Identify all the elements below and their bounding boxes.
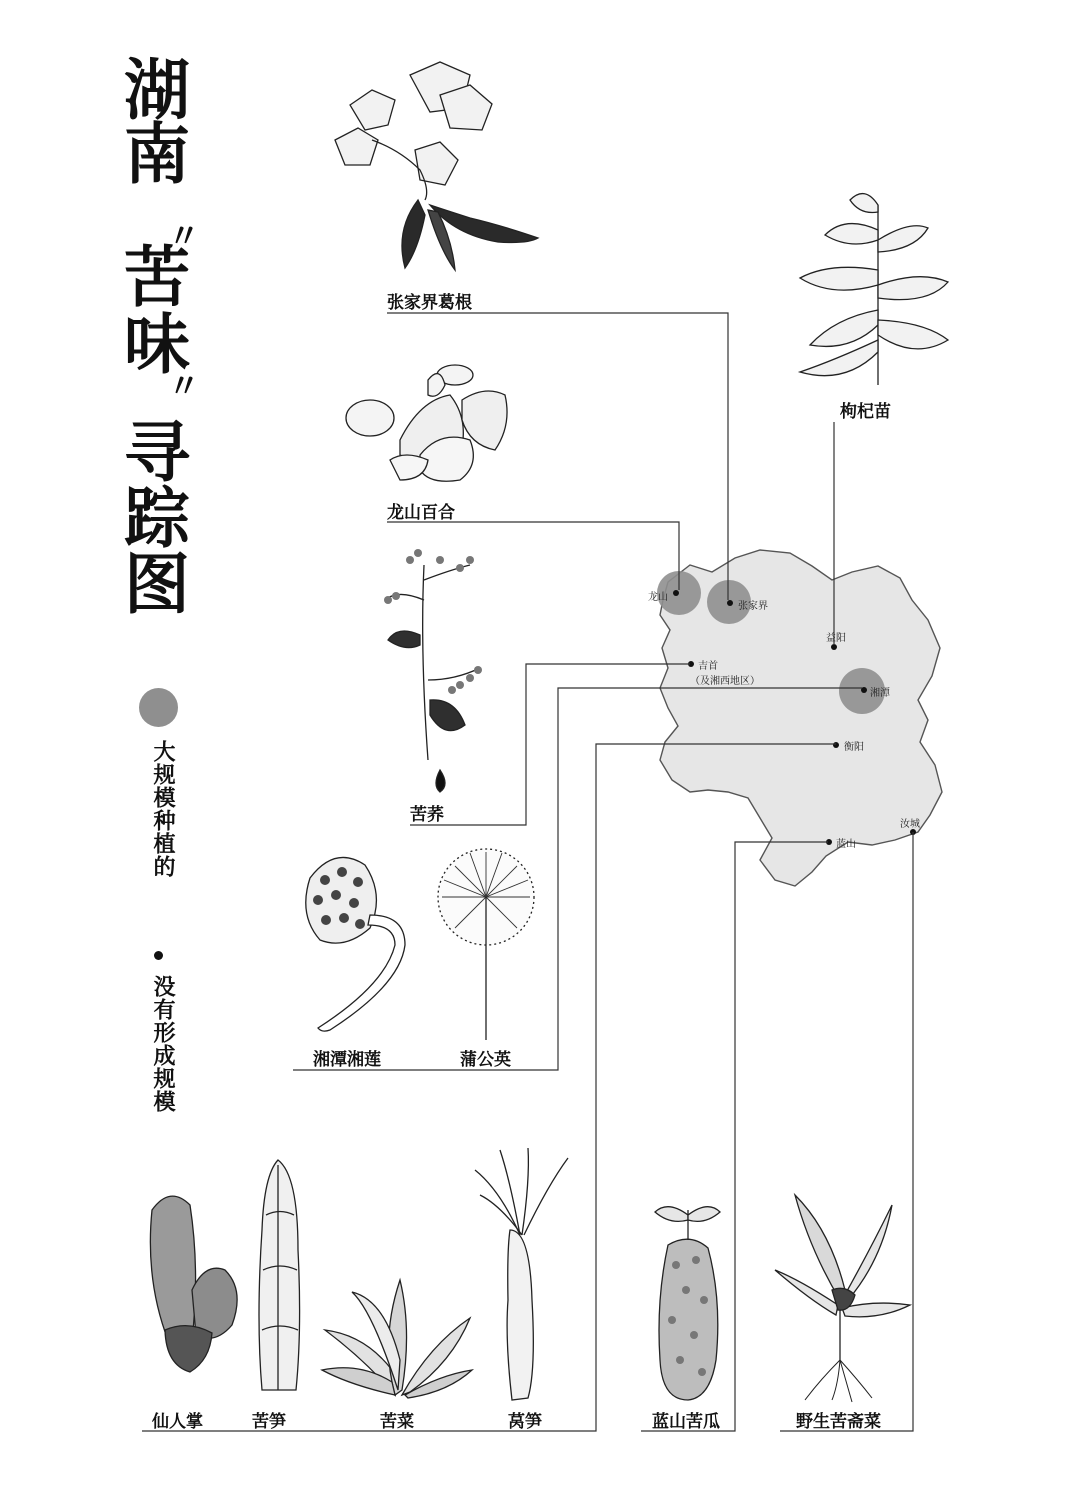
title-char-5: 寻	[124, 414, 190, 491]
title-char-3: 苦	[124, 239, 190, 316]
city-dot-hengyang	[833, 742, 839, 748]
lily-bulb-icon	[346, 365, 507, 481]
plant-label-wosun: 莴笋	[508, 1412, 542, 1432]
plant-label-gouqimiao: 枸杞苗	[840, 402, 891, 422]
title-char-1: 湖	[124, 52, 190, 129]
buckwheat-icon	[384, 549, 482, 792]
lettuce-stem-icon	[475, 1148, 568, 1400]
connector-hengyang	[142, 744, 836, 1431]
title-char-7: 图	[124, 546, 190, 623]
lotus-pod-icon	[306, 857, 405, 1031]
dandelion-icon	[438, 849, 534, 1040]
city-label-hengyang: 衡阳	[844, 742, 864, 753]
plant-label-kusun: 苦笋	[252, 1412, 286, 1432]
hunan-map-shape	[660, 550, 942, 886]
title-char-4: 味	[124, 306, 190, 383]
title-close-quote: 〃	[168, 367, 201, 405]
city-sublabel-jishou: （及湘西地区）	[690, 676, 760, 687]
city-label-longshan: 龙山	[648, 592, 668, 603]
plant-label-xianglian: 湘潭湘莲	[313, 1050, 381, 1070]
wild-bitter-herb-icon	[775, 1195, 910, 1402]
cactus-icon	[150, 1196, 237, 1372]
title-char-6: 踪	[124, 480, 190, 557]
connector-rucheng	[780, 832, 913, 1431]
bitter-greens-icon	[322, 1280, 472, 1398]
goji-sprout-icon	[800, 194, 948, 385]
connector-baihe	[387, 522, 679, 590]
legend-small-scale-label: 没有形成规模	[150, 975, 175, 1113]
city-label-xiangtan: 湘潭	[870, 688, 890, 699]
plant-label-xianrenzhang: 仙人掌	[152, 1412, 203, 1432]
city-dot-longshan	[673, 590, 679, 596]
plant-label-kuqiao: 苦荞	[410, 805, 444, 825]
city-label-yiyang: 益阳	[826, 633, 846, 644]
title-open-quote: 〃	[168, 217, 201, 255]
plant-label-baihe: 龙山百合	[387, 503, 455, 523]
city-label-rucheng: 汝城	[900, 819, 920, 830]
city-label-jishou: 吉首	[698, 661, 718, 672]
plant-label-kucai: 苦菜	[380, 1412, 414, 1432]
legend-large-scale-label: 大规模种植的	[150, 740, 175, 878]
bitter-melon-icon	[655, 1207, 720, 1400]
plant-label-kuzhaicai: 野生苦斋菜	[796, 1412, 881, 1432]
plant-label-gegen: 张家界葛根	[387, 293, 472, 313]
plant-label-pugongying: 蒲公英	[460, 1050, 511, 1070]
kudzu-root-icon	[335, 62, 538, 270]
title-char-2: 南	[124, 116, 190, 193]
bamboo-shoot-icon	[259, 1160, 300, 1390]
city-dot-zhangjiajie	[727, 600, 733, 606]
plant-label-kugua: 蓝山苦瓜	[652, 1412, 720, 1432]
city-label-zhangjiajie: 张家界	[738, 601, 768, 612]
city-label-lanshan: 蓝山	[836, 839, 856, 850]
